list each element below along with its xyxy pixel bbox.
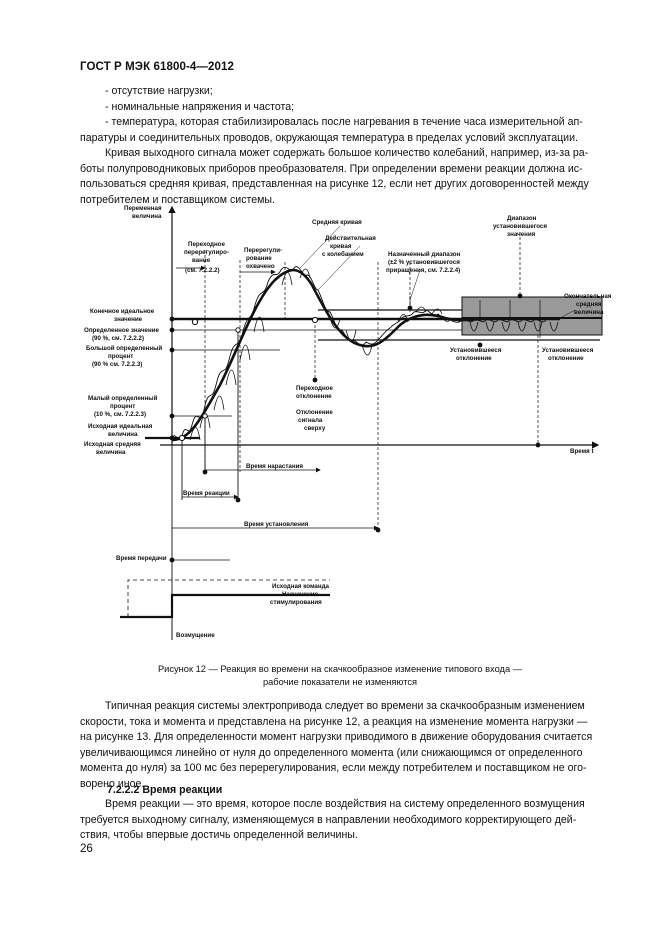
delay-time-label: Время передачи (116, 555, 167, 562)
paragraph-2 (80, 699, 600, 792)
svg-text:Окончательная: Окончательная (564, 293, 612, 300)
text-line: Кривая выходного сигнала может содержать большое количество колебаний, например, из-за ра- (105, 147, 589, 159)
text-line: требуется выходному сигналу, изменяющемуся в направлении необходимого корректирующего дей- (80, 813, 577, 826)
svg-text:Назначенный диапазон: Назначенный диапазон (388, 251, 461, 258)
svg-text:Исходная средняя: Исходная средняя (84, 441, 141, 448)
svg-text:Переходное: Переходное (188, 241, 225, 248)
text-line: ствия, чтобы впервые достичь определенной величины. (80, 829, 358, 841)
x-axis-label: Время t (570, 448, 594, 455)
page-number: 26 (80, 843, 93, 855)
svg-text:величина: величина (574, 309, 604, 316)
svg-text:(10 %, см. 7.2.2.3): (10 %, см. 7.2.2.3) (94, 411, 147, 418)
svg-text:Малый определенный: Малый определенный (88, 395, 158, 402)
svg-text:отклонение: отклонение (296, 393, 332, 400)
svg-text:стимулирования: стимулирования (270, 599, 322, 606)
svg-text:Диапазон: Диапазон (507, 215, 537, 222)
svg-text:перерегулиро-: перерегулиро- (184, 249, 229, 256)
svg-text:рование: рование (246, 255, 272, 262)
svg-text:Исходная команда: Исходная команда (272, 583, 329, 590)
text-line: ворено иное. (80, 777, 145, 790)
rise-time-label: Время нарастания (246, 463, 303, 470)
text-line: Время реакции — это время, которое после воздействия на систему определенного возмущения (105, 798, 585, 810)
svg-text:Исходная идеальная: Исходная идеальная (88, 423, 153, 430)
svg-text:средняя: средняя (576, 301, 602, 308)
svg-text:значение: значение (114, 316, 143, 323)
svg-text:с колебанием: с колебанием (322, 251, 364, 258)
y-axis-label: Переменная (124, 205, 162, 212)
svg-text:(90 %, см. 7.2.2.2): (90 %, см. 7.2.2.2) (92, 335, 145, 342)
svg-text:(±2 % установившегося: (±2 % установившегося (388, 259, 460, 266)
text-line: увеличивающимся линейно от нуля до определенного момента (или снижающимся от определенного (80, 746, 583, 759)
paragraph-3 (80, 797, 600, 844)
actual-curve-label: Действительная (325, 235, 376, 242)
svg-text:процент: процент (110, 403, 136, 410)
text-line: на рисунке 13. Для определенности момент нагрузки приводимого в движение оборудования считается (80, 731, 593, 743)
svg-text:Определенное значение: Определенное значение (84, 327, 159, 334)
svg-text:кривая: кривая (330, 243, 352, 250)
svg-text:Установившееся: Установившееся (542, 347, 594, 354)
svg-text:вание: вание (192, 257, 211, 264)
settling-time-label: Время установления (244, 521, 309, 528)
list-item: - номинальные напряжения и частота; (105, 100, 295, 113)
section-title: 7.2.2.2 Время реакции (107, 784, 223, 796)
text-line: момента до нуля) за 100 мс без перерегулирования, если между потребителем и поставщиком не ого- (80, 762, 587, 774)
svg-text:величина: величина (108, 431, 138, 438)
list-item: - температура, которая стабилизировалась после нагревания в течение часа измерительной ап- (105, 116, 583, 128)
svg-text:(см. 7.2.2.2): (см. 7.2.2.2) (185, 267, 220, 274)
svg-text:Конечное идеальное: Конечное идеальное (90, 308, 155, 315)
svg-text:приращения, см. 7.2.2.4): приращения, см. 7.2.2.4) (386, 267, 461, 274)
svg-text:Перерегули-: Перерегули- (244, 247, 283, 254)
reaction-time-label: Время реакции (183, 490, 230, 497)
svg-text:Большой определенный: Большой определенный (86, 345, 163, 352)
svg-text:охвачено: охвачено (246, 263, 275, 270)
svg-text:Установившееся: Установившееся (450, 347, 502, 354)
text-line: скорости, тока и момента и представлена на рисунке 12, а реакция на изменение момента нагрузки — (80, 715, 588, 728)
svg-text:отклонение: отклонение (456, 355, 492, 362)
svg-text:Переходное: Переходное (296, 385, 333, 392)
figure-caption: Рисунок 12 — Реакция во времени на скачкообразное изменение типового входа — рабочие показатели не изменяются (157, 664, 523, 687)
svg-text:величина: величина (96, 449, 126, 456)
svg-text:сигнала: сигнала (298, 417, 323, 424)
svg-text:значения: значения (507, 231, 536, 238)
svg-text:Назначение: Назначение (282, 591, 319, 598)
svg-text:(90 % см. 7.2.2.3): (90 % см. 7.2.2.3) (92, 361, 143, 368)
mean-curve-label: Средняя кривая (312, 219, 362, 226)
document-header: ГОСТ Р МЭК 61800-4—2012 (80, 61, 234, 73)
svg-text:Отклонение: Отклонение (296, 409, 333, 416)
disturbance-label: Возмущение (176, 632, 215, 639)
list-item-cont: паратуры и соединительных проводов, окружающая температура в пределах условий эксплуатации. (80, 131, 578, 144)
svg-text:сверху: сверху (304, 425, 326, 432)
text-line: Типичная реакция системы электропривода следует во времени за скачкообразным изменением (105, 700, 585, 712)
text-line: потребителем и поставщиком системы. (80, 193, 275, 206)
list-item: - отсутствие нагрузки; (105, 85, 213, 97)
text-line: пользоваться средняя кривая, представленная на рисунке 12, если нет других договоренностей между (80, 178, 589, 190)
svg-text:отклонение: отклонение (548, 355, 584, 362)
svg-text:величина: величина (132, 213, 162, 220)
svg-text:процент: процент (108, 353, 134, 360)
svg-text:установившегося: установившегося (493, 223, 547, 230)
text-line: боты полупроводниковых приборов преобразователя. При определении времени реакции должна ис- (80, 162, 583, 175)
